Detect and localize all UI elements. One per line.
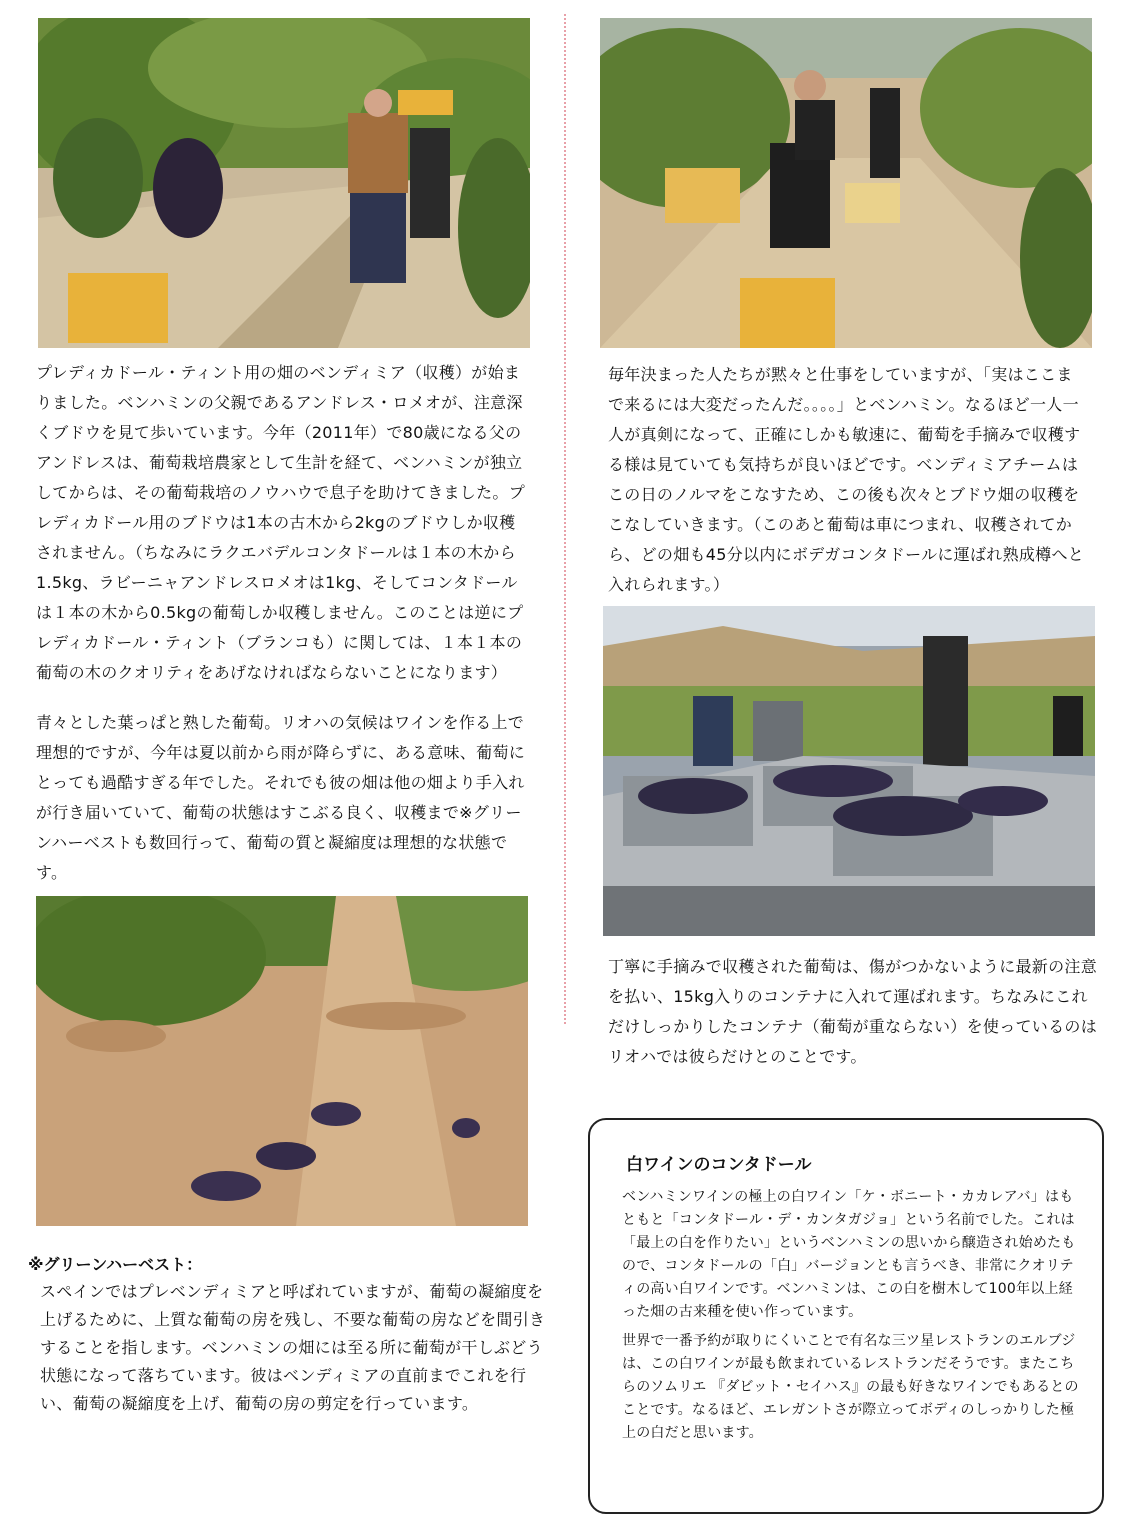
- white-wine-box-title: 白ワインのコンタドール: [626, 1155, 812, 1175]
- left-paragraph-2-text: 青々とした葉っぱと熟した葡萄。リオハの気候はワインを作る上で理想的ですが、今年は夏以前から雨が降らずに、ある意味、葡萄にとっても過酷すぎる年でした。それでも彼の畑は他の畑より手入れが行き届いていて、葡萄の状態はすこぶる良く、収穫まで※グリーンハーベストも数回行って、葡萄の質と凝縮度は理想的な状態です。: [36, 713, 526, 882]
- harvest-workers-running-photo: [600, 18, 1092, 348]
- white-wine-box: [588, 1118, 1104, 1514]
- grape-crates-trailer-photo: [603, 606, 1095, 936]
- green-harvest-note-body: スペインではプレベンディミアと呼ばれていますが、葡萄の凝縮度を上げるために、上質な葡萄の房を残し、不要な葡萄の房などを間引きすることを指します。ベンハミンの畑には至る所に葡萄が干しぶどう状態になって落ちています。彼はベンディミアの直前までこれを行い、葡萄の凝縮度を上げ、葡萄の房の剪定を行っています。: [40, 1282, 546, 1413]
- white-wine-box-paragraph-2: 世界で一番予約が取りにくいことで有名な三ツ星レストランのエルブジは、この白ワインが最も飲まれているレストランだそうです。またこちらのソムリエ 『ダビット・セイハス』の最も好きなワインでもあるとのことです。なるほど、エレガントさが際立ってボディのしっかりした極上の白だと思います。: [622, 1333, 1079, 1441]
- left-paragraph-1: [36, 358, 526, 688]
- right-paragraph-2-text: 丁寧に手摘みで収穫された葡萄は、傷がつかないように最新の注意を払い、15kg入りのコンテナに入れて運ばれます。ちなみにこれだけしっかりしたコンテナ（葡萄が重ならない）を使っているのはリオハでは彼らだけとのことです。: [608, 957, 1098, 1066]
- white-wine-box-paragraph-1: ベンハミンワインの極上の白ワイン「ケ・ボニート・カカレアバ」はもともと「コンタドール・デ・カンタガジョ」という名前でした。これは「最上の白を作りたい」というベンハミンの思いから醸造され始めたもので、コンタドールの「白」バージョンとも言うべき、非常にクオリティの高い白ワインです。ベンハミンは、この白を樹木して100年以上経った畑の古来種を使い作っています。: [622, 1189, 1076, 1320]
- right-paragraph-1-text: 毎年決まった人たちが黙々と仕事をしていますが、「実はここまで来るには大変だったんだ。。。。」とベンハミン。なるほど一人一人が真剣になって、正確にしかも敏速に、葡萄を手摘みで収穫する様は見ていても気持ちが良いほどです。ベンディミアチームはこの日のノルマをこなすため、この後も次々とブドウ畑の収穫をこなしていきます。（このあと葡萄は車につまれ、収穫されてから、どの畑も45分以内にボデガコンタドールに運ばれ熟成樽へと入れられます。）: [608, 365, 1085, 594]
- green-harvest-note-title: ※グリーンハーベスト：: [28, 1255, 203, 1274]
- left-paragraph-2: [36, 708, 526, 888]
- right-paragraph-1: [608, 360, 1088, 600]
- column-divider: [564, 14, 566, 1024]
- vineyard-elder-man-photo: [38, 18, 530, 348]
- right-paragraph-2: [608, 952, 1098, 1072]
- dropped-grapes-soil-photo: [36, 896, 528, 1226]
- white-wine-box-body: [622, 1186, 1082, 1451]
- left-paragraph-1-text: プレディカドール・ティント用の畑のベンディミア（収穫）が始まりました。ベンハミンの父親であるアンドレス・ロメオが、注意深くブドウを見て歩いています。今年（2011年）で80歳になる父のアンドレスは、葡萄栽培農家として生計を経て、ベンハミンが独立してからは、その葡萄栽培のノウハウで息子を助けてきました。プレディカドール用のブドウは1本の古木から2kgのブドウしか収穫されません。（ちなみにラクエバデルコンタドールは１本の木から1.5kg、ラビーニャアンドレスロメオは1kg、そしてコンタドールは１本の木から0.5kgの葡萄しか収穫しません。このことは逆にプレディカドール・ティント（ブランコも）に関しては、１本１本の葡萄の木のクオリティをあげなければならないことになります）: [36, 363, 526, 682]
